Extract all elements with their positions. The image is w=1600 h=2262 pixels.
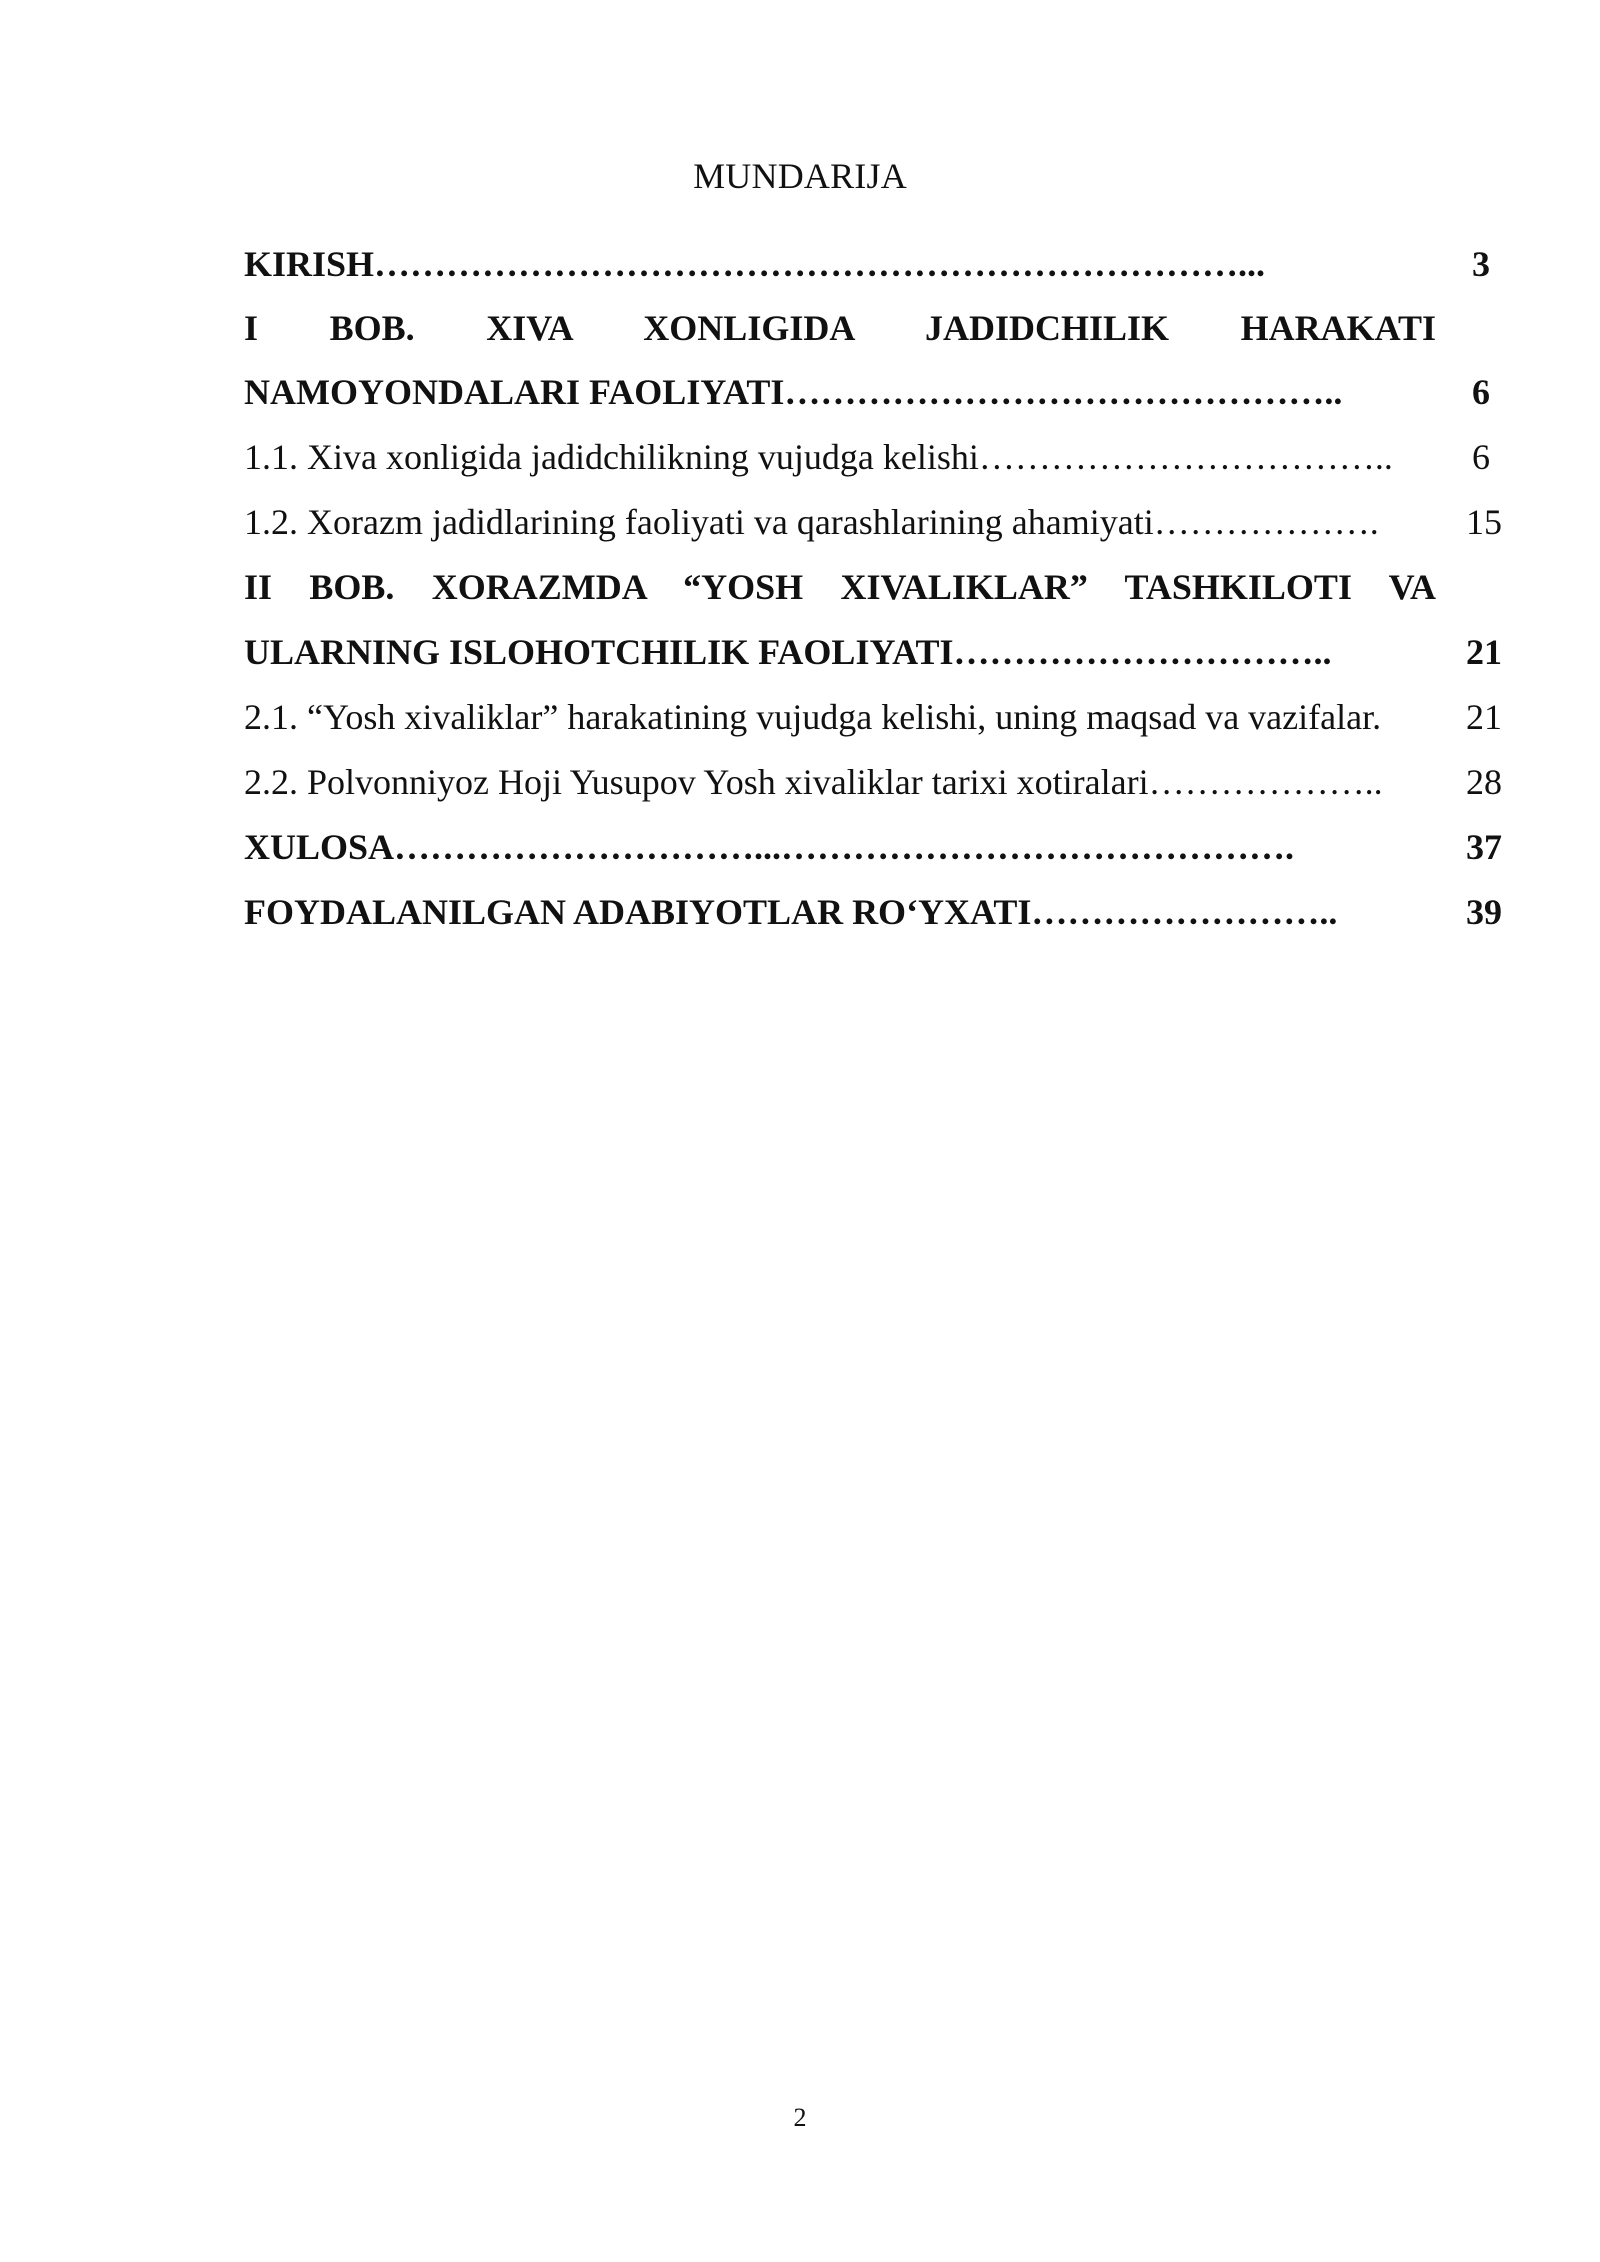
toc-page-number: 39	[1466, 892, 1502, 932]
toc-entry-title-line-1: I BOB. XIVA XONLIGIDA JADIDCHILIK HARAKATI	[244, 308, 1436, 348]
toc-page-number: 15	[1466, 502, 1502, 542]
page-number-footer: 2	[793, 2103, 807, 2132]
toc-entry-title: 1.1. Xiva xonligida jadidchilikning vujudga kelishi……………………………..	[244, 437, 1393, 477]
toc-page-number: 21	[1466, 697, 1502, 737]
toc-entry-title: KIRISH………………………………………………………………...	[244, 244, 1266, 284]
toc-page-number: 21	[1466, 632, 1502, 672]
toc-entry-title-line-1: II BOB. XORAZMDA “YOSH XIVALIKLAR” TASHKILOTI VA	[244, 567, 1436, 607]
toc-page-number: 6	[1472, 437, 1490, 477]
toc-entry-title: 1.2. Xorazm jadidlarining faoliyati va qarashlarining ahamiyati……………….	[244, 502, 1379, 542]
toc-entry-title: 2.2. Polvonniyoz Hoji Yusupov Yosh xivaliklar tarixi xotiralari………………..	[244, 762, 1383, 802]
toc-page-number: 3	[1472, 244, 1490, 284]
toc-entry-title-line-2: NAMOYONDALARI FAOLIYATI………………………………………..	[244, 372, 1343, 412]
toc-entry-title-line-2: ULARNING ISLOHOTCHILIK FAOLIYATI…………………………..	[244, 632, 1332, 672]
page-title: MUNDARIJA	[693, 156, 907, 196]
toc-page-number: 28	[1466, 762, 1502, 802]
toc-entry-title: 2.1. “Yosh xivaliklar” harakatining vujudga kelishi, uning maqsad va vazifalar.	[244, 697, 1382, 737]
toc-page-number: 6	[1472, 372, 1490, 412]
toc-page-number: 37	[1466, 827, 1502, 867]
toc-entry-title: FOYDALANILGAN ADABIYOTLAR RO‘YXATI……………………..	[244, 892, 1338, 932]
toc-entry-title: XULOSA…………………………...…………………………………….	[244, 827, 1295, 867]
